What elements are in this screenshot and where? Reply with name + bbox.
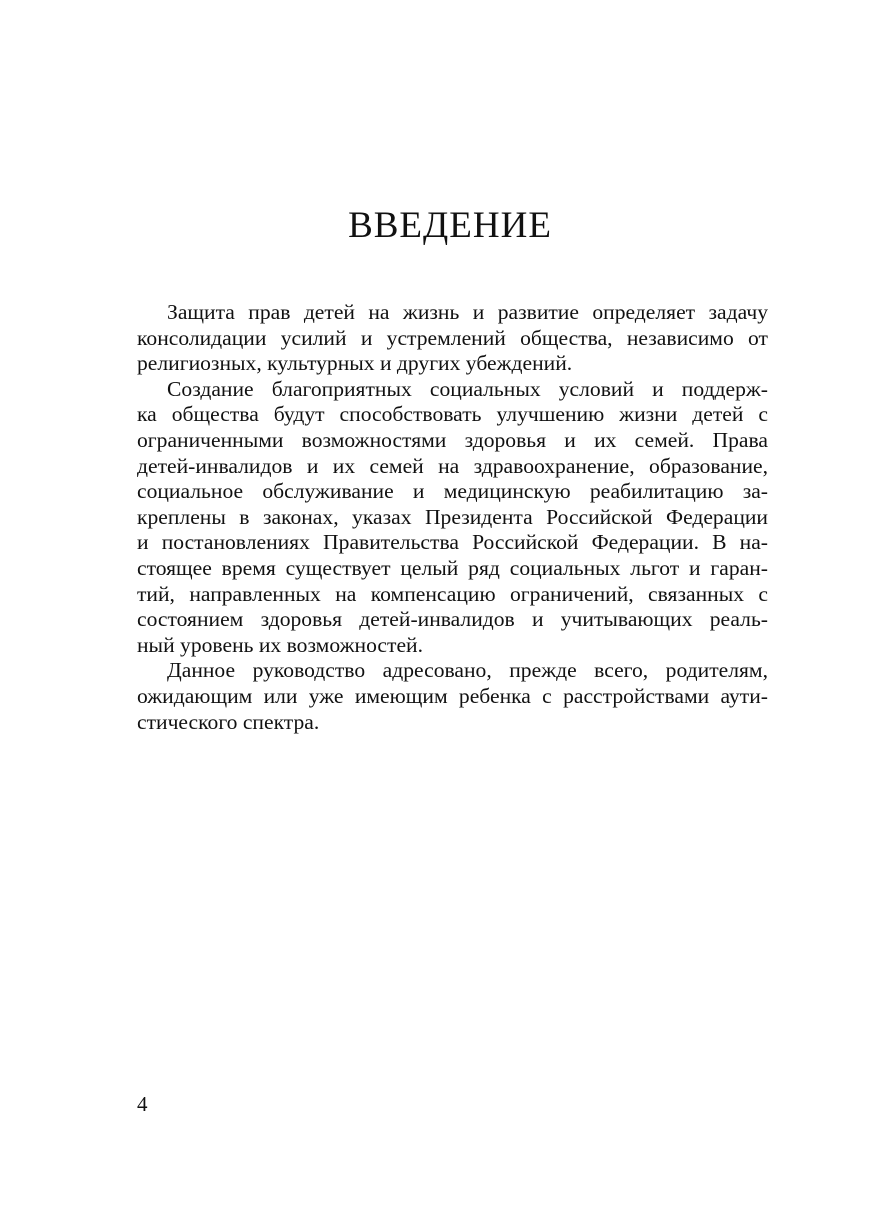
text-line: Защита прав детей на жизнь и развитие определяет задачу bbox=[167, 300, 768, 324]
text-line: Данное руководство адресовано, прежде всего, родителям, bbox=[167, 658, 768, 683]
text-line: креплены в законах, указах Президента Российской Федерации bbox=[137, 504, 768, 529]
text-line: консолидации усилий и устремлений общества, независимо от bbox=[137, 325, 768, 350]
page-number: 4 bbox=[137, 1092, 148, 1116]
text-line: и постановлениях Правительства Российской Федерации. В на- bbox=[137, 530, 768, 555]
text-line: Создание благоприятных социальных условий и поддерж- bbox=[167, 376, 768, 401]
text-line: состоянием здоровья детей-инвалидов и учитывающих реаль- bbox=[137, 607, 768, 632]
text-line: социальное обслуживание и медицинскую реабилитацию за- bbox=[137, 479, 768, 504]
text-line: ожидающим или уже имеющим ребенка с расстройствами аути- bbox=[137, 683, 768, 708]
text-line: религиозных, культурных и других убеждений. bbox=[137, 351, 573, 376]
text-line: детей-инвалидов и их семей на здравоохранение, образование, bbox=[137, 453, 768, 478]
text-line: стического спектра. bbox=[137, 709, 320, 734]
paragraph-2 bbox=[137, 377, 768, 659]
text-line: стоящее время существует целый ряд социальных льгот и гаран- bbox=[137, 555, 768, 580]
paragraph-1 bbox=[137, 300, 768, 377]
text-line: ка общества будут способствовать улучшению жизни детей с bbox=[137, 402, 768, 427]
text-line: ограниченными возможностями здоровья и их семей. Права bbox=[137, 427, 768, 452]
body-text bbox=[137, 300, 768, 735]
paragraph-3 bbox=[137, 658, 768, 735]
page-title: ВВЕДЕНИЕ bbox=[348, 205, 552, 246]
text-line: тий, направленных на компенсацию ограничений, связанных с bbox=[137, 581, 768, 606]
text-line: ный уровень их возможностей. bbox=[137, 632, 423, 657]
